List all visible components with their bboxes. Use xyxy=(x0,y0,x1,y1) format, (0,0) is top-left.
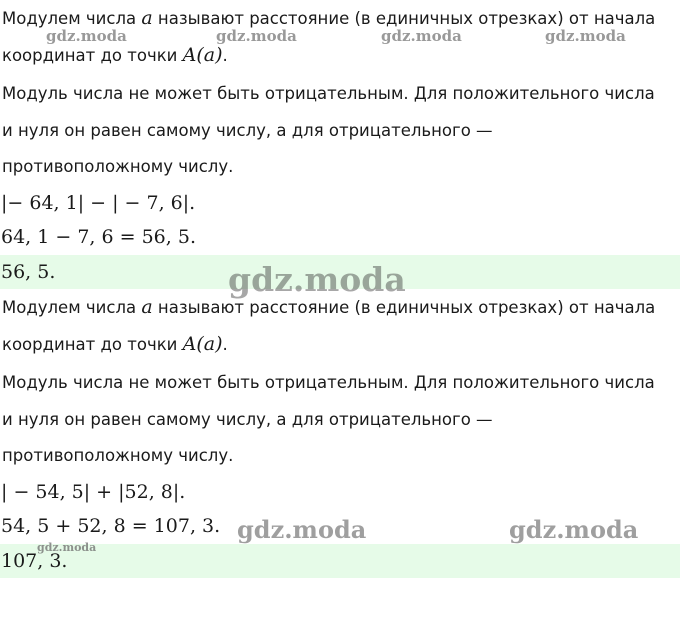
watermark: gdz.moda xyxy=(237,515,367,544)
watermark: gdz.moda xyxy=(545,27,626,45)
calculation: 64, 1 − 7, 6 = 56, 5. xyxy=(1,226,196,248)
definition-text-start: Модулем числа xyxy=(2,298,142,317)
point-a: A(a) xyxy=(182,44,223,66)
rule-text: Модуль числа не может быть отрицательным. Для положительного числа и нуля он равен самому числу, а для отрицательного — противоположному числу. xyxy=(2,373,655,465)
watermark: gdz.moda xyxy=(228,260,406,299)
definition-text-middle: называют расстояние (в единичных отрезках) от начала координат до точки xyxy=(2,298,656,354)
watermark: gdz.moda xyxy=(216,27,297,45)
point-a: A(a) xyxy=(182,333,223,355)
expression: |− 64, 1| − | − 7, 6|. xyxy=(1,191,196,214)
definition-text-start: Модулем числа xyxy=(2,9,142,28)
variable-a: a xyxy=(141,7,153,29)
watermark: gdz.moda xyxy=(381,27,462,45)
definition-text xyxy=(0,289,680,363)
definition-text-end: . xyxy=(222,335,228,354)
definition-text-end: . xyxy=(222,46,228,65)
definition-text xyxy=(0,0,680,74)
definition-text-middle: называют расстояние (в единичных отрезках) от начала координат до точки xyxy=(2,9,656,65)
solution-2 xyxy=(0,289,680,578)
watermark: gdz.moda xyxy=(37,541,97,554)
rule-text: Модуль числа не может быть отрицательным. Для положительного числа и нуля он равен самому числу, а для отрицательного — противоположному числу. xyxy=(2,84,655,176)
expression: | − 54, 5| + |52, 8|. xyxy=(1,480,186,503)
answer: 107, 3. xyxy=(0,544,680,579)
variable-a: a xyxy=(141,296,153,318)
solution-1 xyxy=(0,0,680,289)
watermark: gdz.moda xyxy=(46,27,127,45)
answer: 56, 5. xyxy=(0,255,680,290)
watermark: gdz.moda xyxy=(509,515,639,544)
calculation: 54, 5 + 52, 8 = 107, 3. xyxy=(1,515,221,537)
